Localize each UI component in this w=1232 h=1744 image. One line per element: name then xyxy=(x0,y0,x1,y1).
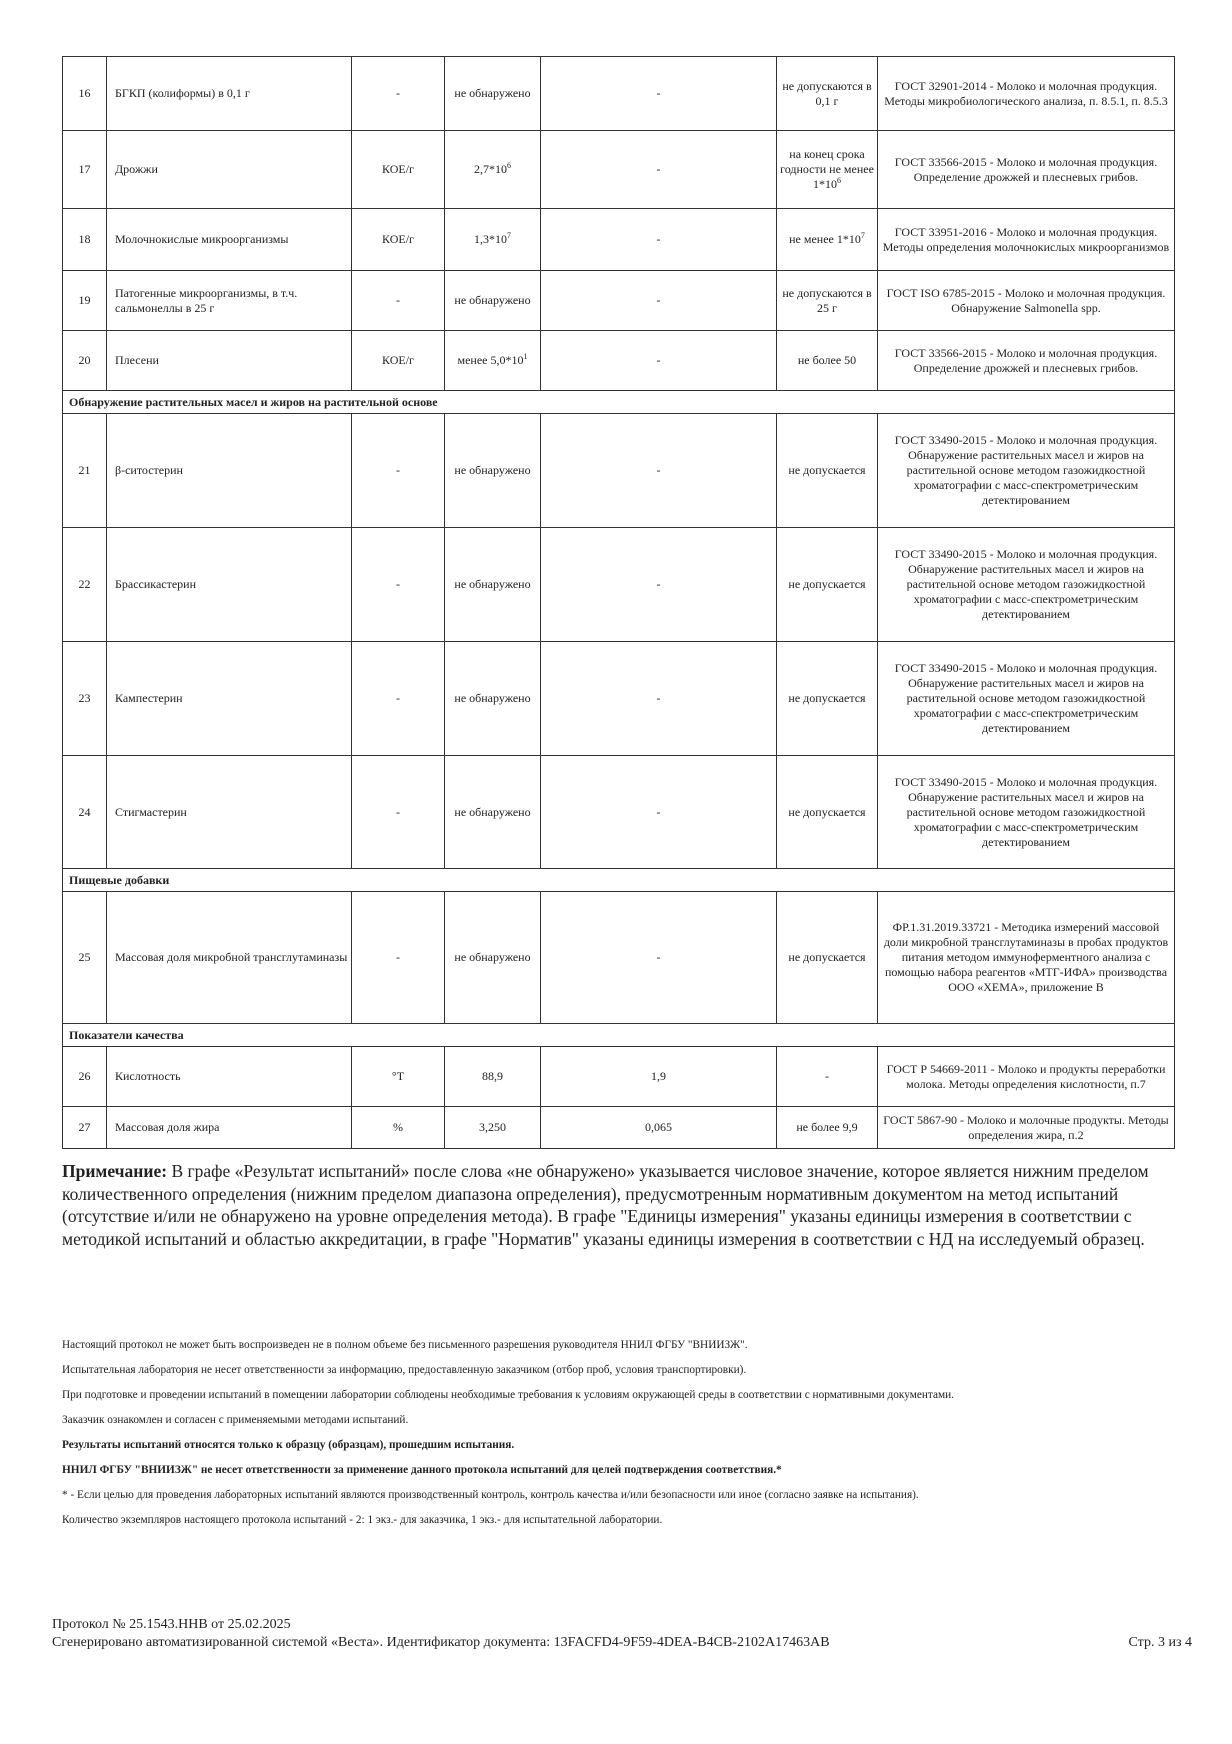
page-number: Стр. 3 из 4 xyxy=(1128,1635,1192,1650)
indicator-name: β-ситостерин xyxy=(107,414,352,528)
table-row xyxy=(63,892,1175,1024)
disclaimer-line: Заказчик ознакомлен и согласен с применяемыми методами испытаний. xyxy=(62,1414,409,1426)
section-header-row xyxy=(63,391,1175,414)
test-result: 88,9 xyxy=(445,1047,541,1107)
table-row xyxy=(63,209,1175,271)
table-row xyxy=(63,57,1175,131)
section-header-row xyxy=(63,869,1175,892)
test-method: ГОСТ 33490-2015 - Молоко и молочная продукция. Обнаружение растительных масел и жиров на растительной основе методом газожидкостной хроматографии с масс-спектрометрическим детектированием xyxy=(878,642,1175,756)
section-header-row xyxy=(63,1024,1175,1047)
table-row xyxy=(63,1047,1175,1107)
indicator-name: Молочнокислые микроорганизмы xyxy=(107,209,352,271)
row-number: 21 xyxy=(63,414,107,528)
row-number: 26 xyxy=(63,1047,107,1107)
uncertainty: 0,065 xyxy=(541,1107,777,1149)
uncertainty: - xyxy=(541,209,777,271)
table-row xyxy=(63,414,1175,528)
indicator-name: Массовая доля микробной трансглутаминазы xyxy=(107,892,352,1024)
unit: - xyxy=(352,642,445,756)
indicator-name: Патогенные микроорганизмы, в т.ч. сальмонеллы в 25 г xyxy=(107,271,352,331)
norm: не допускается xyxy=(777,892,878,1024)
indicator-name: Кампестерин xyxy=(107,642,352,756)
disclaimer-line: Результаты испытаний относятся только к образцу (образцам), прошедшим испытания. xyxy=(62,1439,515,1451)
test-result: 3,250 xyxy=(445,1107,541,1149)
uncertainty: - xyxy=(541,892,777,1024)
disclaimer-line: При подготовке и проведении испытаний в помещении лаборатории соблюдены необходимые требования к условиям окружающей среды в соответствии с нормативными документами. xyxy=(62,1389,955,1401)
table-row xyxy=(63,528,1175,642)
unit: °Т xyxy=(352,1047,445,1107)
table-row xyxy=(63,1107,1175,1149)
test-method: ГОСТ 33490-2015 - Молоко и молочная продукция. Обнаружение растительных масел и жиров на растительной основе методом газожидкостной хроматографии с масс-спектрометрическим детектированием xyxy=(878,756,1175,869)
test-result: не обнаружено xyxy=(445,756,541,869)
norm: не допускаются в 25 г xyxy=(777,271,878,331)
indicator-name: Кислотность xyxy=(107,1047,352,1107)
norm: не более 9,9 xyxy=(777,1107,878,1149)
table-row xyxy=(63,642,1175,756)
note-text: В графе «Результат испытаний» после слова «не обнаружено» указывается числовое значение, которое является нижним пределом количественного определения (нижним пределом диапазона определения), предусмотренным нормативным документом на метод испытаний (отсутствие и/или не обнаружено на уровне определения метода). В графе "Единицы измерения" указаны единицы измерения в соответствии с методикой испытаний и областью аккредитации, в графе "Норматив" указаны единицы измерения в соответствии с НД на исследуемый образец. xyxy=(62,1161,1149,1249)
norm: не допускается xyxy=(777,414,878,528)
exponent: 7 xyxy=(860,231,865,240)
test-result: не обнаружено xyxy=(445,57,541,131)
test-method: ГОСТ 33951-2016 - Молоко и молочная продукция. Методы определения молочнокислых микроорганизмов xyxy=(878,209,1175,271)
uncertainty: - xyxy=(541,331,777,391)
test-method: ГОСТ 5867-90 - Молоко и молочные продукты. Методы определения жира, п.2 xyxy=(878,1107,1175,1149)
norm: не менее $1*10^7$ xyxy=(777,209,878,271)
uncertainty: - xyxy=(541,57,777,131)
norm: не допускается xyxy=(777,528,878,642)
results-table xyxy=(62,56,1175,1149)
indicator-name: Плесени xyxy=(107,331,352,391)
row-number: 20 xyxy=(63,331,107,391)
unit: КОЕ/г xyxy=(352,209,445,271)
norm: на конец срока годности не менее $1*10^6$ xyxy=(777,131,878,209)
test-method: ГОСТ 33566-2015 - Молоко и молочная продукция. Определение дрожжей и плесневых грибов. xyxy=(878,331,1175,391)
row-number: 18 xyxy=(63,209,107,271)
indicator-name: БГКП (колиформы) в 0,1 г xyxy=(107,57,352,131)
test-method: ФР.1.31.2019.33721 - Методика измерений массовой доли микробной трансглутаминазы в пробах продуктов питания методом иммуноферментного анализа с помощью набора реагентов «МТГ-ИФА» производства ООО «ХЕМА», приложение В xyxy=(878,892,1175,1024)
section-title: Обнаружение растительных масел и жиров на растительной основе xyxy=(63,391,1175,414)
row-number: 24 xyxy=(63,756,107,869)
indicator-name: Массовая доля жира xyxy=(107,1107,352,1149)
protocol-number: Протокол № 25.1543.ННВ от 25.02.2025 xyxy=(52,1617,291,1632)
test-result: $1,3*10^7$ xyxy=(445,209,541,271)
row-number: 16 xyxy=(63,57,107,131)
uncertainty: - xyxy=(541,756,777,869)
table-row xyxy=(63,271,1175,331)
uncertainty: - xyxy=(541,271,777,331)
row-number: 22 xyxy=(63,528,107,642)
test-method: ГОСТ 32901-2014 - Молоко и молочная продукция. Методы микробиологического анализа, п. 8.5.1, п. 8.5.3 xyxy=(878,57,1175,131)
unit: КОЕ/г xyxy=(352,131,445,209)
disclaimers xyxy=(62,1333,1192,1533)
uncertainty: - xyxy=(541,414,777,528)
unit: % xyxy=(352,1107,445,1149)
test-method: ГОСТ 33490-2015 - Молоко и молочная продукция. Обнаружение растительных масел и жиров на растительной основе методом газожидкостной хроматографии с масс-спектрометрическим детектированием xyxy=(878,414,1175,528)
exponent: 6 xyxy=(507,161,511,170)
table-row xyxy=(63,756,1175,869)
disclaimer-line: Настоящий протокол не может быть воспроизведен не в полном объеме без письменного разрешения руководителя ННИЛ ФГБУ "ВНИИЗЖ". xyxy=(62,1339,748,1351)
test-method: ГОСТ 33566-2015 - Молоко и молочная продукция. Определение дрожжей и плесневых грибов. xyxy=(878,131,1175,209)
norm: не допускается xyxy=(777,642,878,756)
generated-by: Сгенерировано автоматизированной системой «Веста». Идентификатор документа: 13FACFD4-9F59-4DEA-B4CB-2102A17463AB xyxy=(52,1635,830,1650)
note-paragraph xyxy=(62,1160,1177,1250)
table-row xyxy=(63,131,1175,209)
unit: - xyxy=(352,756,445,869)
disclaimer-line: Количество экземпляров настоящего протокола испытаний - 2: 1 экз.- для заказчика, 1 экз.- для испытательной лаборатории. xyxy=(62,1514,663,1526)
norm: - xyxy=(777,1047,878,1107)
test-result: не обнаружено xyxy=(445,414,541,528)
unit: - xyxy=(352,57,445,131)
exponent: 1 xyxy=(523,352,528,361)
row-number: 23 xyxy=(63,642,107,756)
page-footer xyxy=(52,1616,1192,1652)
section-title: Показатели качества xyxy=(63,1024,1175,1047)
test-result: не обнаружено xyxy=(445,528,541,642)
uncertainty: - xyxy=(541,528,777,642)
row-number: 27 xyxy=(63,1107,107,1149)
note-label: Примечание: xyxy=(62,1161,168,1181)
uncertainty: - xyxy=(541,131,777,209)
unit: КОЕ/г xyxy=(352,331,445,391)
test-result: не обнаружено xyxy=(445,642,541,756)
test-result: $2,7*10^6$ xyxy=(445,131,541,209)
test-method: ГОСТ Р 54669-2011 - Молоко и продукты переработки молока. Методы определения кислотности, п.7 xyxy=(878,1047,1175,1107)
section-title: Пищевые добавки xyxy=(63,869,1175,892)
exponent: 6 xyxy=(837,176,841,185)
disclaimer-line: * - Если целью для проведения лабораторных испытаний являются производственный контроль, контроль качества и/или безопасности или иное (согласно заявке на испытания). xyxy=(62,1489,919,1501)
unit: - xyxy=(352,528,445,642)
norm: не допускается xyxy=(777,756,878,869)
test-method: ГОСТ 33490-2015 - Молоко и молочная продукция. Обнаружение растительных масел и жиров на растительной основе методом газожидкостной хроматографии с масс-спектрометрическим детектированием xyxy=(878,528,1175,642)
test-method: ГОСТ ISO 6785-2015 - Молоко и молочная продукция. Обнаружение Salmonella spp. xyxy=(878,271,1175,331)
test-result: не обнаружено xyxy=(445,271,541,331)
norm: не более 50 xyxy=(777,331,878,391)
norm: не допускаются в 0,1 г xyxy=(777,57,878,131)
indicator-name: Стигмастерин xyxy=(107,756,352,869)
indicator-name: Брассикастерин xyxy=(107,528,352,642)
disclaimer-line: ННИЛ ФГБУ "ВНИИЗЖ" не несет ответственности за применение данного протокола испытаний для целей подтверждения соответствия.* xyxy=(62,1464,782,1476)
exponent: 7 xyxy=(507,231,511,240)
uncertainty: - xyxy=(541,642,777,756)
row-number: 19 xyxy=(63,271,107,331)
row-number: 17 xyxy=(63,131,107,209)
unit: - xyxy=(352,414,445,528)
row-number: 25 xyxy=(63,892,107,1024)
uncertainty: 1,9 xyxy=(541,1047,777,1107)
unit: - xyxy=(352,892,445,1024)
test-result: менее $5,0*10^1$ xyxy=(445,331,541,391)
disclaimer-line: Испытательная лаборатория не несет ответственности за информацию, предоставленную заказчиком (отбор проб, условия транспортировки). xyxy=(62,1364,747,1376)
test-result: не обнаружено xyxy=(445,892,541,1024)
indicator-name: Дрожжи xyxy=(107,131,352,209)
unit: - xyxy=(352,271,445,331)
table-row xyxy=(63,331,1175,391)
